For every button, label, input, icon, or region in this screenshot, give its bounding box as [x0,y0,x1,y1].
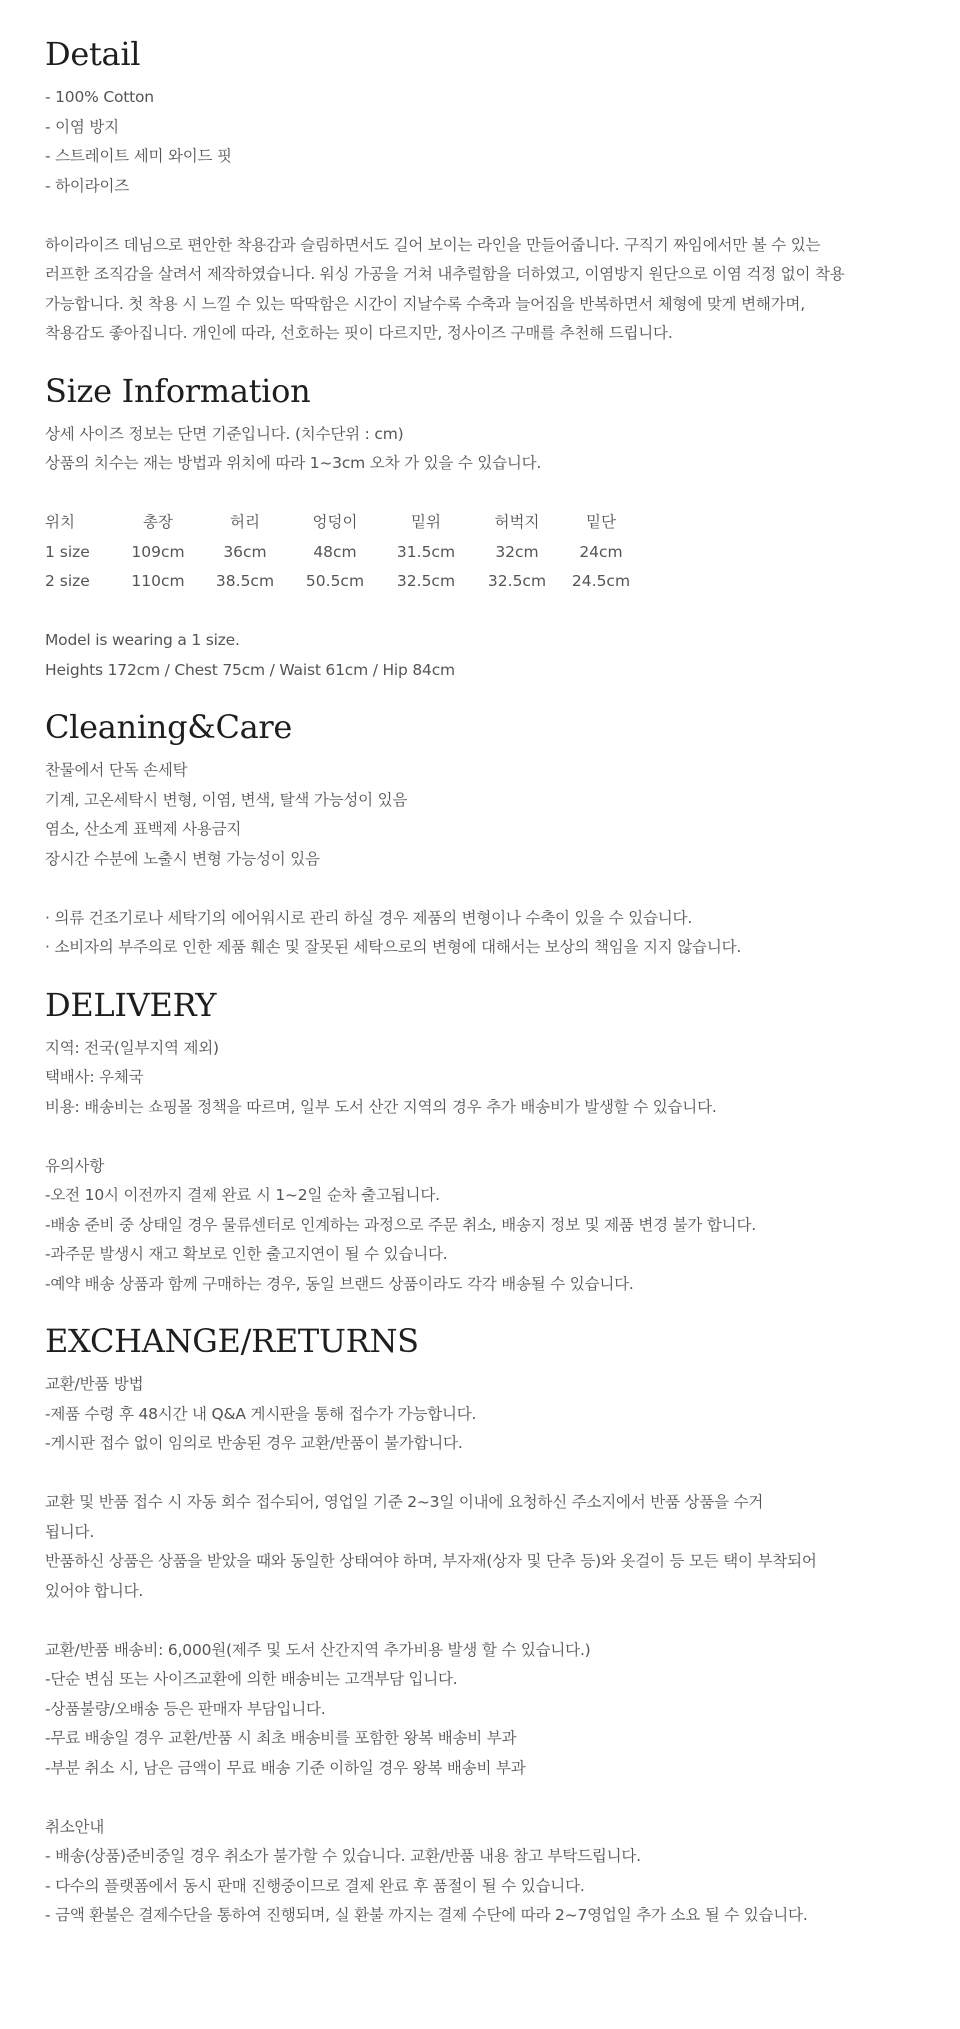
detail-line: - 100% Cotton [45,88,154,106]
delivery-notice: -오전 10시 이전까지 결제 완료 시 1~2일 순차 출고됩니다. [45,1186,440,1204]
size-header-cell: 엉덩이 [312,513,358,531]
care-line: 찬물에서 단독 손세탁 [45,761,188,779]
cancel-line: - 다수의 플랫폼에서 동시 판매 진행중이므로 결제 완료 후 품절이 될 수 있습니다. [45,1876,585,1895]
delivery-line: 택배사: 우체국 [45,1068,144,1086]
delivery-notice: -배송 준비 중 상태일 경우 물류센터로 인계하는 과정으로 주문 취소, 배송지 정보 및 제품 변경 불가 합니다. [45,1215,756,1234]
detail-heading: Detail [45,35,141,73]
size-header-cell: 위치 [45,513,75,531]
size-cell: 36cm [223,542,267,561]
care-note: · 의류 건조기로나 세탁기의 에어워시로 관리 하실 경우 제품의 변형이나 수축이 있을 수 있습니다. [45,908,693,927]
care-line: 장시간 수분에 노출시 변형 가능성이 있음 [45,849,320,868]
detail-line: - 하이라이즈 [45,176,129,195]
size-table-header [45,508,641,538]
size-cell: 24.5cm [571,572,631,590]
size-header-cell: 허벅지 [494,513,540,531]
exchange-fee: -단순 변심 또는 사이즈교환에 의한 배송비는 고객부담 입니다. [45,1670,458,1688]
product-detail-page [45,0,945,1931]
detail-section [45,0,945,349]
detail-description: 가능합니다. 첫 착용 시 느낄 수 있는 딱딱함은 시간이 지날수록 수축과 늘어짐을 반복하면서 체형에 맞게 변해가며, [45,294,805,313]
delivery-line: 지역: 전국(일부지역 제외) [45,1038,219,1057]
size-cell: 109cm [131,542,185,561]
exchange-paragraph: 반품하신 상품은 상품을 받았을 때와 동일한 상태여야 하며, 부자재(상자 및 단추 등)와 옷걸이 등 모든 택이 부착되어 [45,1552,817,1570]
care-note: · 소비자의 부주의로 인한 제품 훼손 및 잘못된 세탁으로의 변형에 대해서는 보상의 책임을 지지 않습니다. [45,938,742,956]
size-header-cell: 밑단 [586,513,616,531]
exchange-paragraph: 교환 및 반품 접수 시 자동 회수 접수되어, 영업일 기준 2~3일 이내에 요청하신 주소지에서 반품 상품을 수거 [45,1493,764,1511]
size-section [45,371,945,686]
size-table [45,508,641,597]
exchange-fee: -상품불량/오배송 등은 판매자 부담입니다. [45,1699,326,1718]
size-heading: Size Information [45,371,311,410]
size-cell: 110cm [131,572,185,590]
exchange-section [45,1321,945,1931]
size-cell: 31.5cm [396,542,456,561]
detail-description: 하이라이즈 데님으로 편안한 착용감과 슬림하면서도 길어 보이는 라인을 만들어줍니다. 구직기 짜임에서만 볼 수 있는 [45,235,821,254]
care-line: 기계, 고온세탁시 변형, 이염, 변색, 탈색 가능성이 있음 [45,790,408,809]
care-section [45,707,945,963]
size-cell: 48cm [313,542,357,561]
size-header-cell: 허리 [230,513,260,531]
detail-line: - 이염 방지 [45,117,119,136]
care-line: 염소, 산소계 표백제 사용금지 [45,820,242,838]
delivery-notice: -예약 배송 상품과 함께 구매하는 경우, 동일 브랜드 상품이라도 각각 배송될 수 있습니다. [45,1274,634,1293]
exchange-heading: EXCHANGE/RETURNS [45,1322,419,1360]
cancel-title: 취소안내 [45,1817,105,1836]
exchange-method-title: 교환/반품 방법 [45,1375,144,1393]
delivery-line: 비용: 배송비는 쇼핑몰 정책을 따르며, 일부 도서 산간 지역의 경우 추가 배송비가 발생할 수 있습니다. [45,1097,717,1116]
size-cell: 38.5cm [215,572,275,590]
size-note: 상세 사이즈 정보는 단면 기준입니다. (치수단위 : cm) [45,424,404,443]
size-cell: 1 size [45,542,90,561]
size-cell: 32cm [495,542,539,561]
model-measurements: Heights 172cm / Chest 75cm / Waist 61cm / Hip 84cm [45,660,455,679]
size-cell: 32.5cm [396,572,456,590]
exchange-fee: -부분 취소 시, 남은 금액이 무료 배송 기준 이하일 경우 왕복 배송비 부과 [45,1758,526,1777]
size-header-cell: 총장 [143,513,173,531]
detail-line: - 스트레이트 세미 와이드 핏 [45,147,232,165]
size-header-cell: 밑위 [411,513,441,531]
delivery-section [45,985,945,1300]
table-row [45,567,641,597]
size-cell: 50.5cm [305,572,365,590]
model-info: Model is wearing a 1 size. [45,631,240,649]
exchange-fee-title: 교환/반품 배송비: 6,000원(제주 및 도서 산간지역 추가비용 발생 할 수 있습니다.) [45,1640,591,1659]
delivery-notice-title: 유의사항 [45,1156,105,1175]
care-heading: Cleaning&Care [45,708,293,746]
exchange-fee: -무료 배송일 경우 교환/반품 시 최초 배송비를 포함한 왕복 배송비 부과 [45,1729,517,1747]
size-note: 상품의 치수는 재는 방법과 위치에 따라 1~3cm 오차 가 있을 수 있습니다. [45,454,542,472]
size-cell: 32.5cm [487,572,547,590]
delivery-heading: DELIVERY [45,985,217,1024]
detail-description: 러프한 조직감을 살려서 제작하였습니다. 워싱 가공을 거쳐 내추럴함을 더하였고, 이염방지 원단으로 이염 걱정 없이 착용 [45,265,845,283]
exchange-method: -게시판 접수 없이 임의로 반송된 경우 교환/반품이 불가합니다. [45,1434,463,1452]
delivery-notice: -과주문 발생시 재고 확보로 인한 출고지연이 될 수 있습니다. [45,1245,448,1263]
cancel-line: - 금액 환불은 결제수단을 통하여 진행되며, 실 환불 까지는 결제 수단에 따라 2~7영업일 추가 소요 될 수 있습니다. [45,1906,808,1924]
exchange-paragraph: 있어야 합니다. [45,1581,144,1600]
exchange-paragraph: 됩니다. [45,1522,95,1541]
exchange-method: -제품 수령 후 48시간 내 Q&A 게시판을 통해 접수가 가능합니다. [45,1404,477,1423]
table-row [45,538,641,568]
size-cell: 2 size [45,572,90,590]
cancel-line: - 배송(상품)준비중일 경우 취소가 불가할 수 있습니다. 교환/반품 내용 참고 부탁드립니다. [45,1847,641,1865]
detail-description: 착용감도 좋아집니다. 개인에 따라, 선호하는 핏이 다르지만, 정사이즈 구매를 추천해 드립니다. [45,324,673,342]
size-cell: 24cm [579,542,623,561]
